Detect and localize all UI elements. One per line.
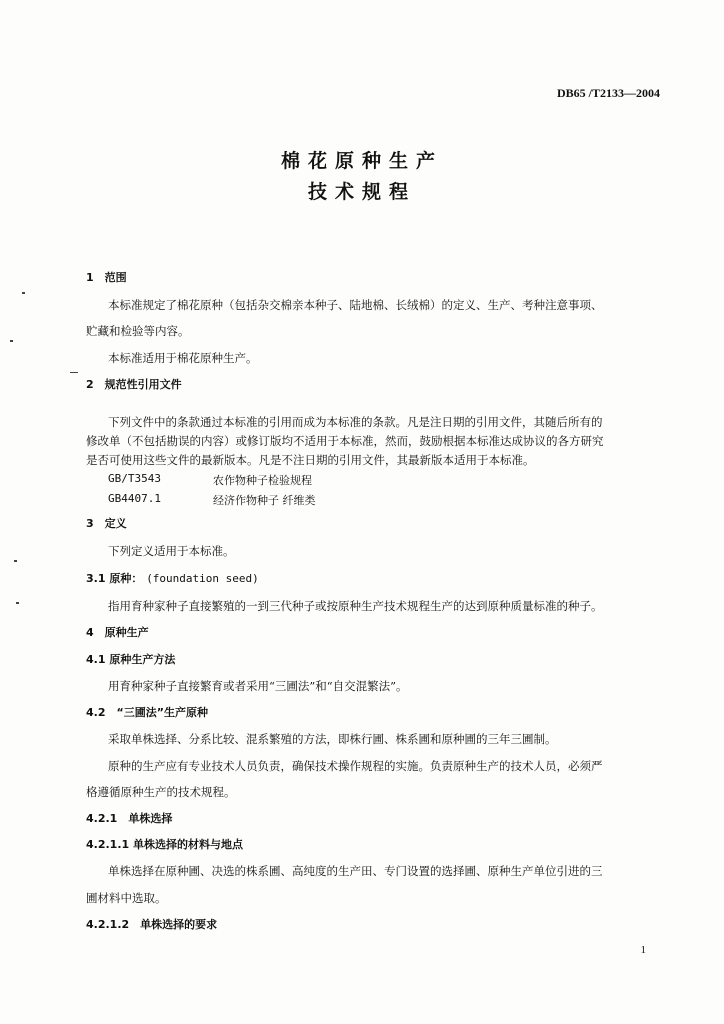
section-3-1-number: 3.1 xyxy=(86,572,106,585)
section-3-1-english: (foundation seed) xyxy=(146,572,259,585)
section-3-para-1: 下列定义适用于本标准。 xyxy=(108,544,235,558)
section-1-para-1b: 贮藏和检验等内容。 xyxy=(86,324,190,338)
title-line-2: 技术规程 xyxy=(307,181,416,203)
section-4-2-1-1-heading: 4.2.1.1 单株选择的材料与地点 xyxy=(86,838,243,851)
scan-speck xyxy=(10,340,13,342)
section-4-1-heading: 4.1 原种生产方法 xyxy=(86,653,176,666)
ref-name-1: 农作物种子检验规程 xyxy=(213,474,312,487)
ref-code-1: GB/T3543 xyxy=(108,472,161,485)
scan-speck xyxy=(70,372,78,373)
section-4-2-1-heading: 4.2.1 单株选择 xyxy=(86,812,173,825)
section-1-para-2: 本标准适用于棉花原种生产。 xyxy=(108,351,258,365)
ref-code-2: GB4407.1 xyxy=(108,492,161,505)
title-line-1: 棉花原种生产 xyxy=(280,150,443,172)
scan-speck xyxy=(22,292,25,294)
standard-code: DB65 /T2133—2004 xyxy=(556,86,660,100)
section-4-2-1-2-heading: 4.2.1.2 单株选择的要求 xyxy=(86,918,218,931)
page-number: 1 xyxy=(640,944,646,956)
section-1-heading: 1 范围 xyxy=(86,271,127,284)
scan-speck xyxy=(14,560,17,562)
section-3-1-term: 原种： xyxy=(109,572,143,585)
section-3-1-para-1: 指用育种家种子直接繁殖的一到三代种子或按原种生产技术规程生产的达到原种质量标准的种子。 xyxy=(108,599,603,613)
section-4-heading: 4 原种生产 xyxy=(86,626,149,639)
section-4-2-heading: 4.2 “三圃法”生产原种 xyxy=(86,706,208,719)
section-4-2-para-2a: 原种的生产应有专业技术人员负责，确保技术操作规程的实施。负责原种生产的技术人员，必须严 xyxy=(108,759,603,773)
section-4-1-para-1: 用育种家种子直接繁育或者采用“三圃法”和“自交混繁法”。 xyxy=(108,679,408,693)
section-3-heading: 3 定义 xyxy=(86,517,127,530)
section-2-para-1c: 是否可使用这些文件的最新版本。凡是不注日期的引用文件，其最新版本适用于本标准。 xyxy=(86,453,535,467)
section-3-1-heading xyxy=(86,571,666,587)
ref-name-2: 经济作物种子 纤维类 xyxy=(213,494,316,507)
scan-speck xyxy=(16,602,19,604)
section-1-para-1a: 本标准规定了棉花原种（包括杂交棉亲本种子、陆地棉、长绒棉）的定义、生产、考种注意事项、 xyxy=(108,298,603,312)
section-2-para-1b: 修改单（不包括勘误的内容）或修订版均不适用于本标准，然而，鼓励根据本标准达成协议的各方研究 xyxy=(86,434,604,448)
section-4-2-1-1-para-1b: 圃材料中选取。 xyxy=(86,891,167,905)
section-4-2-1-1-para-1a: 单株选择在原种圃、决选的株系圃、高纯度的生产田、专门设置的选择圃、原种生产单位引进的三 xyxy=(108,864,603,878)
section-2-para-1a: 下列文件中的条款通过本标准的引用而成为本标准的条款。凡是注日期的引用文件，其随后所有的 xyxy=(108,415,603,429)
section-2-heading: 2 规范性引用文件 xyxy=(86,378,182,391)
section-4-2-para-2b: 格遵循原种生产的技术规程。 xyxy=(86,785,236,799)
section-4-2-para-1: 采取单株选择、分系比较、混系繁殖的方法，即株行圃、株系圃和原种圃的三年三圃制。 xyxy=(108,732,557,746)
